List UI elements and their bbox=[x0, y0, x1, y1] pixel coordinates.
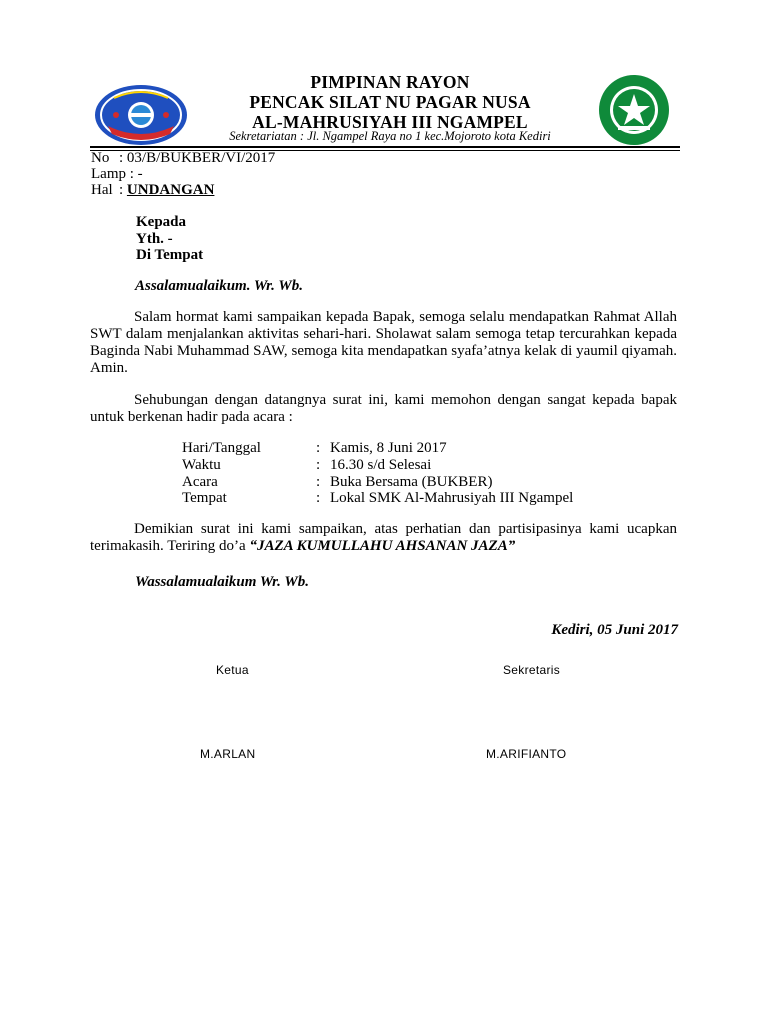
letterhead-line-1: PIMPINAN RAYON bbox=[310, 72, 470, 92]
paragraph-opening bbox=[90, 309, 677, 377]
meta-attachment bbox=[91, 166, 143, 183]
place-date: Kediri, 05 Juni 2017 bbox=[551, 622, 678, 638]
detail-row bbox=[182, 474, 492, 491]
recipient-line-2: Yth. - bbox=[136, 231, 173, 247]
signature-left-title: Ketua bbox=[216, 663, 249, 677]
meta-number-label: No bbox=[91, 150, 110, 166]
signature-right-title: Sekretaris bbox=[503, 663, 561, 677]
detail-colon: : bbox=[316, 457, 321, 473]
detail-value: Kamis, 8 Juni 2017 bbox=[330, 440, 447, 456]
recipient-line-3: Di Tempat bbox=[136, 247, 204, 263]
detail-colon: : bbox=[316, 474, 321, 490]
detail-value: Buka Bersama (BUKBER) bbox=[330, 474, 493, 490]
signature-left-name: M.ARLAN bbox=[200, 747, 256, 761]
meta-subject-sep: : bbox=[119, 182, 127, 198]
meta-subject bbox=[91, 182, 214, 199]
paragraph-closing-text: Demikian surat ini kami sampaikan, atas perhatian dan partisipasinya kami ucapkan terimakasih. Teriring do’a bbox=[90, 521, 677, 554]
signature-right-name: M.ARIFIANTO bbox=[486, 747, 567, 761]
farewell: Wassalamualaikum Wr. Wb. bbox=[135, 574, 309, 590]
detail-label: Hari/Tanggal bbox=[182, 440, 261, 456]
detail-label: Acara bbox=[182, 474, 218, 490]
closing-quote: “JAZA KUMULLAHU AHSANAN JAZA” bbox=[249, 538, 516, 554]
paragraph-request-text: Sehubungan dengan datangnya surat ini, kami memohon dengan sangat kepada bapak untuk berkenan hadir pada acara : bbox=[90, 392, 677, 425]
meta-attachment-label: Lamp bbox=[91, 166, 126, 182]
meta-subject-label: Hal bbox=[91, 182, 113, 198]
paragraph-request bbox=[90, 392, 677, 426]
letterhead-line-3: AL-MAHRUSIYAH III NGAMPEL bbox=[252, 112, 528, 132]
detail-colon: : bbox=[316, 440, 321, 456]
detail-label: Waktu bbox=[182, 457, 221, 473]
detail-value: 16.30 s/d Selesai bbox=[330, 457, 432, 473]
detail-row bbox=[182, 490, 573, 507]
letterhead-line-2: PENCAK SILAT NU PAGAR NUSA bbox=[249, 92, 531, 112]
paragraph-opening-text: Salam hormat kami sampaikan kepada Bapak, semoga selalu mendapatkan Rahmat Allah SWT dalam menjalankan aktivitas sehari-hari. Sholawat salam semoga tetap tercurahkan kepada Baginda Nabi Muhammad SAW, semoga kita mendapatkan syafa’atnya kelak di yaumil qiyamah. Amin. bbox=[90, 309, 677, 376]
letterhead-rule-thick bbox=[90, 146, 680, 148]
detail-row bbox=[182, 440, 447, 457]
letterhead-address: Sekretariatan : Jl. Ngampel Raya no 1 kec.Mojoroto kota Kediri bbox=[229, 129, 551, 143]
meta-number bbox=[91, 150, 275, 167]
meta-number-value: : 03/B/BUKBER/VI/2017 bbox=[119, 150, 276, 166]
emblem-logo bbox=[94, 84, 188, 146]
detail-row bbox=[182, 457, 431, 474]
meta-attachment-value: : - bbox=[129, 166, 143, 182]
paragraph-closing bbox=[90, 521, 677, 555]
greeting: Assalamualaikum. Wr. Wb. bbox=[135, 278, 303, 294]
recipient-line-1: Kepada bbox=[136, 214, 187, 230]
detail-value: Lokal SMK Al-Mahrusiyah III Ngampel bbox=[330, 490, 574, 506]
detail-colon: : bbox=[316, 490, 321, 506]
pagar-nusa-logo bbox=[594, 74, 674, 146]
detail-label: Tempat bbox=[182, 490, 227, 506]
meta-subject-value: UNDANGAN bbox=[126, 182, 215, 198]
